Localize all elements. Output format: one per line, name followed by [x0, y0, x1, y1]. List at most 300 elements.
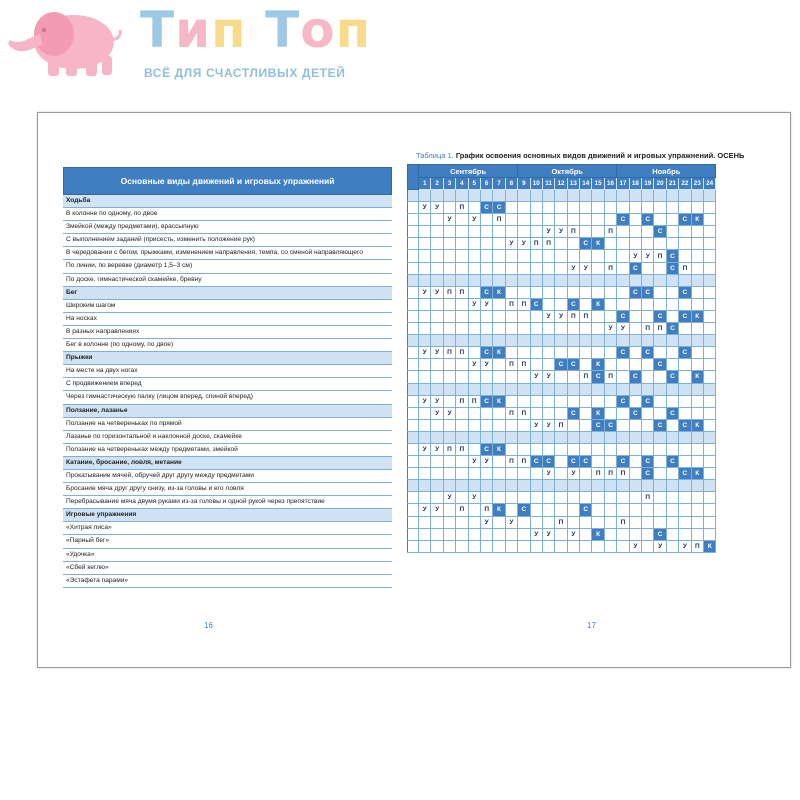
- schedule-cell: У: [555, 310, 567, 322]
- schedule-cell: [555, 202, 567, 214]
- schedule-cell: [703, 347, 715, 359]
- page-number-right: 17: [587, 621, 596, 630]
- schedule-cell: [567, 395, 579, 407]
- schedule-cell: [518, 492, 530, 504]
- category-grid-row: [408, 480, 716, 492]
- schedule-cell: [580, 214, 592, 226]
- schedule-cell: [592, 492, 604, 504]
- schedule-cell: [580, 407, 592, 419]
- schedule-cell: [703, 419, 715, 431]
- row-marker-cell: [408, 383, 419, 395]
- schedule-cell: [555, 335, 567, 347]
- schedule-cell: [604, 214, 616, 226]
- schedule-cell: [691, 407, 703, 419]
- schedule-cell: [567, 274, 579, 286]
- schedule-cell: [419, 262, 431, 274]
- schedule-cell: [567, 431, 579, 443]
- row-marker-cell: [408, 359, 419, 371]
- schedule-cell: [419, 468, 431, 480]
- schedule-cell: С: [679, 310, 691, 322]
- schedule-cell: С: [530, 298, 542, 310]
- schedule-cell: [468, 504, 480, 516]
- schedule-cell: [468, 468, 480, 480]
- day-header: 18: [629, 178, 641, 190]
- schedule-cell: [530, 347, 542, 359]
- month-header: Октябрь: [518, 165, 617, 178]
- schedule-cell: [443, 190, 455, 202]
- schedule-cell: [691, 286, 703, 298]
- schedule-cell: С: [666, 250, 678, 262]
- schedule-cell: У: [642, 250, 654, 262]
- schedule-cell: У: [480, 298, 492, 310]
- schedule-cell: [592, 262, 604, 274]
- day-header: 7: [493, 178, 505, 190]
- schedule-cell: [542, 286, 554, 298]
- schedule-cell: [617, 262, 629, 274]
- schedule-cell: [592, 250, 604, 262]
- schedule-cell: [431, 540, 443, 552]
- schedule-cell: П: [567, 226, 579, 238]
- schedule-cell: [691, 528, 703, 540]
- schedule-cell: [419, 298, 431, 310]
- schedule-cell: П: [493, 214, 505, 226]
- schedule-cell: [654, 431, 666, 443]
- schedule-cell: У: [679, 540, 691, 552]
- schedule-cell: [580, 383, 592, 395]
- row-marker-cell: [408, 286, 419, 298]
- movement-row: «Удочка»: [63, 549, 392, 562]
- schedule-cell: [468, 323, 480, 335]
- schedule-cell: [431, 310, 443, 322]
- schedule-cell: [604, 540, 616, 552]
- schedule-cell: [493, 298, 505, 310]
- schedule-cell: [493, 492, 505, 504]
- schedule-cell: [604, 443, 616, 455]
- schedule-cell: [604, 274, 616, 286]
- schedule-cell: [679, 443, 691, 455]
- store-name: [140, 0, 371, 60]
- schedule-cell: [518, 528, 530, 540]
- schedule-cell: [493, 540, 505, 552]
- schedule-cell: [629, 516, 641, 528]
- schedule-cell: [431, 431, 443, 443]
- schedule-cell: [493, 238, 505, 250]
- schedule-cell: П: [604, 371, 616, 383]
- schedule-cell: У: [542, 226, 554, 238]
- schedule-cell: [604, 190, 616, 202]
- schedule-row: [408, 468, 716, 480]
- schedule-cell: У: [629, 250, 641, 262]
- schedule-cell: У: [480, 359, 492, 371]
- schedule-cell: [530, 202, 542, 214]
- schedule-cell: [604, 492, 616, 504]
- row-marker-cell: [408, 226, 419, 238]
- schedule-cell: [505, 419, 517, 431]
- schedule-cell: [443, 431, 455, 443]
- table-caption: [407, 150, 744, 164]
- day-header: 16: [604, 178, 616, 190]
- schedule-cell: [468, 274, 480, 286]
- day-header: 8: [505, 178, 517, 190]
- schedule-cell: [592, 214, 604, 226]
- schedule-cell: [642, 407, 654, 419]
- schedule-cell: К: [493, 504, 505, 516]
- row-marker-cell: [408, 456, 419, 468]
- brand-letter: Т: [140, 1, 176, 59]
- schedule-cell: [493, 516, 505, 528]
- schedule-cell: [691, 395, 703, 407]
- schedule-cell: [679, 226, 691, 238]
- schedule-cell: [629, 468, 641, 480]
- schedule-cell: [480, 335, 492, 347]
- schedule-cell: [629, 528, 641, 540]
- movement-row: «Парный бег»: [63, 535, 392, 548]
- schedule-cell: [456, 226, 468, 238]
- schedule-cell: [691, 250, 703, 262]
- schedule-cell: [468, 310, 480, 322]
- day-header: 21: [666, 178, 678, 190]
- schedule-cell: [530, 359, 542, 371]
- schedule-cell: [480, 383, 492, 395]
- schedule-cell: У: [542, 528, 554, 540]
- schedule-cell: [604, 335, 616, 347]
- schedule-cell: У: [567, 468, 579, 480]
- schedule-cell: П: [580, 371, 592, 383]
- schedule-cell: [592, 226, 604, 238]
- schedule-cell: [580, 468, 592, 480]
- schedule-cell: У: [530, 419, 542, 431]
- schedule-cell: [654, 516, 666, 528]
- schedule-cell: [617, 286, 629, 298]
- store-tagline: ВСЁ ДЛЯ СЧАСТЛИВЫХ ДЕТЕЙ: [144, 66, 346, 80]
- schedule-cell: [691, 347, 703, 359]
- schedule-cell: [505, 443, 517, 455]
- schedule-cell: [443, 202, 455, 214]
- schedule-cell: [555, 238, 567, 250]
- schedule-cell: У: [419, 395, 431, 407]
- schedule-cell: [703, 371, 715, 383]
- schedule-cell: [629, 335, 641, 347]
- schedule-cell: [679, 528, 691, 540]
- schedule-cell: [666, 504, 678, 516]
- schedule-cell: [493, 226, 505, 238]
- schedule-cell: К: [691, 468, 703, 480]
- schedule-cell: [431, 528, 443, 540]
- schedule-cell: С: [518, 504, 530, 516]
- schedule-cell: У: [443, 407, 455, 419]
- schedule-cell: [604, 480, 616, 492]
- row-marker-cell: [408, 202, 419, 214]
- schedule-cell: [480, 528, 492, 540]
- schedule-cell: [443, 540, 455, 552]
- schedule-cell: [617, 528, 629, 540]
- schedule-row: [408, 359, 716, 371]
- schedule-cell: [592, 202, 604, 214]
- schedule-cell: [654, 298, 666, 310]
- schedule-cell: [555, 214, 567, 226]
- schedule-cell: [443, 395, 455, 407]
- schedule-cell: [431, 371, 443, 383]
- schedule-cell: [518, 286, 530, 298]
- schedule-cell: [642, 226, 654, 238]
- schedule-cell: С: [617, 214, 629, 226]
- schedule-cell: [542, 347, 554, 359]
- schedule-cell: К: [691, 371, 703, 383]
- schedule-cell: [555, 323, 567, 335]
- schedule-cell: [505, 335, 517, 347]
- schedule-cell: К: [592, 359, 604, 371]
- schedule-cell: [443, 298, 455, 310]
- schedule-cell: [456, 371, 468, 383]
- schedule-cell: [530, 323, 542, 335]
- schedule-cell: [592, 395, 604, 407]
- schedule-cell: [518, 540, 530, 552]
- schedule-cell: [567, 190, 579, 202]
- schedule-cell: [443, 359, 455, 371]
- schedule-cell: К: [703, 540, 715, 552]
- schedule-cell: [604, 516, 616, 528]
- row-marker-cell: [408, 480, 419, 492]
- schedule-cell: [679, 480, 691, 492]
- schedule-cell: [617, 359, 629, 371]
- schedule-cell: [542, 262, 554, 274]
- schedule-cell: [617, 492, 629, 504]
- schedule-cell: [629, 310, 641, 322]
- schedule-cell: [642, 383, 654, 395]
- schedule-row: [408, 298, 716, 310]
- schedule-cell: [456, 298, 468, 310]
- schedule-cell: У: [468, 359, 480, 371]
- schedule-cell: [555, 250, 567, 262]
- schedule-cell: [617, 298, 629, 310]
- schedule-cell: [629, 347, 641, 359]
- schedule-cell: [468, 383, 480, 395]
- movement-row: Ползание на четвереньках между предметами, змейкой: [63, 444, 392, 457]
- schedule-cell: [555, 456, 567, 468]
- schedule-cell: [505, 504, 517, 516]
- schedule-cell: [666, 347, 678, 359]
- schedule-cell: [592, 383, 604, 395]
- schedule-cell: У: [567, 262, 579, 274]
- movement-row: По доске, гимнастической скамейке, бревну: [63, 274, 392, 287]
- category-grid-row: [408, 431, 716, 443]
- schedule-cell: [530, 286, 542, 298]
- schedule-cell: [580, 528, 592, 540]
- schedule-cell: С: [480, 347, 492, 359]
- schedule-cell: [567, 250, 579, 262]
- schedule-cell: [419, 492, 431, 504]
- schedule-cell: [666, 274, 678, 286]
- schedule-cell: [505, 395, 517, 407]
- schedule-cell: [691, 202, 703, 214]
- schedule-cell: П: [443, 347, 455, 359]
- schedule-cell: [419, 310, 431, 322]
- schedule-cell: [629, 395, 641, 407]
- schedule-cell: [518, 335, 530, 347]
- schedule-cell: П: [518, 298, 530, 310]
- schedule-cell: У: [468, 214, 480, 226]
- movement-row: В разных направлениях: [63, 326, 392, 339]
- schedule-cell: [493, 274, 505, 286]
- schedule-cell: С: [679, 214, 691, 226]
- schedule-cell: [580, 359, 592, 371]
- schedule-cell: П: [456, 395, 468, 407]
- schedule-cell: [567, 335, 579, 347]
- schedule-cell: [691, 456, 703, 468]
- schedule-cell: [530, 443, 542, 455]
- schedule-cell: [567, 492, 579, 504]
- schedule-cell: [555, 262, 567, 274]
- schedule-cell: [555, 383, 567, 395]
- month-header: Ноябрь: [617, 165, 716, 178]
- schedule-cell: [629, 383, 641, 395]
- schedule-cell: [530, 407, 542, 419]
- schedule-cell: У: [468, 492, 480, 504]
- schedule-cell: [542, 443, 554, 455]
- day-header: 2: [431, 178, 443, 190]
- schedule-cell: П: [617, 516, 629, 528]
- schedule-cell: [419, 383, 431, 395]
- schedule-cell: [679, 298, 691, 310]
- schedule-cell: [542, 407, 554, 419]
- schedule-cell: У: [542, 419, 554, 431]
- schedule-cell: [592, 190, 604, 202]
- schedule-cell: [530, 480, 542, 492]
- schedule-cell: [468, 443, 480, 455]
- schedule-cell: П: [505, 456, 517, 468]
- schedule-cell: [679, 516, 691, 528]
- schedule-cell: [666, 395, 678, 407]
- movement-row: Змейкой (между предметами), врассыпную: [63, 221, 392, 234]
- schedule-cell: С: [480, 202, 492, 214]
- schedule-cell: [530, 431, 542, 443]
- schedule-cell: [555, 528, 567, 540]
- movement-row: «Хитрая лиса»: [63, 522, 392, 535]
- schedule-cell: [604, 456, 616, 468]
- schedule-cell: [456, 431, 468, 443]
- schedule-cell: [419, 214, 431, 226]
- schedule-cell: [419, 226, 431, 238]
- schedule-cell: [629, 226, 641, 238]
- schedule-cell: [431, 323, 443, 335]
- schedule-cell: [654, 190, 666, 202]
- schedule-cell: [629, 492, 641, 504]
- row-marker-cell: [408, 274, 419, 286]
- schedule-cell: [542, 359, 554, 371]
- schedule-cell: С: [480, 286, 492, 298]
- schedule-cell: [617, 226, 629, 238]
- schedule-cell: [456, 528, 468, 540]
- schedule-cell: [480, 250, 492, 262]
- schedule-cell: [629, 238, 641, 250]
- schedule-cell: [493, 359, 505, 371]
- schedule-cell: С: [642, 347, 654, 359]
- movement-row: В колонне по одному, по двое: [63, 208, 392, 221]
- schedule-cell: [592, 540, 604, 552]
- schedule-cell: [431, 480, 443, 492]
- schedule-cell: У: [419, 347, 431, 359]
- schedule-cell: [679, 202, 691, 214]
- schedule-cell: [629, 443, 641, 455]
- movement-row: Бег в колонне (по одному, по двое): [63, 339, 392, 352]
- schedule-cell: [431, 274, 443, 286]
- movement-row: С продвижением вперед: [63, 378, 392, 391]
- elephant-icon: [2, 4, 127, 82]
- schedule-cell: [703, 335, 715, 347]
- schedule-cell: [419, 431, 431, 443]
- schedule-cell: [505, 540, 517, 552]
- schedule-cell: С: [629, 407, 641, 419]
- schedule-cell: [419, 419, 431, 431]
- schedule-cell: [493, 250, 505, 262]
- schedule-cell: [530, 516, 542, 528]
- brand-letter: и: [175, 1, 212, 59]
- schedule-cell: С: [592, 419, 604, 431]
- schedule-cell: [468, 250, 480, 262]
- schedule-cell: [505, 383, 517, 395]
- schedule-cell: [542, 274, 554, 286]
- schedule-cell: [542, 431, 554, 443]
- schedule-cell: [580, 274, 592, 286]
- schedule-cell: [480, 480, 492, 492]
- schedule-cell: У: [431, 504, 443, 516]
- brand-letter: п: [211, 1, 247, 59]
- schedule-row: [408, 395, 716, 407]
- schedule-cell: [666, 190, 678, 202]
- schedule-cell: [691, 190, 703, 202]
- schedule-cell: [592, 443, 604, 455]
- schedule-cell: [642, 359, 654, 371]
- schedule-cell: П: [456, 504, 468, 516]
- schedule-cell: [555, 492, 567, 504]
- schedule-cell: [580, 190, 592, 202]
- schedule-cell: [456, 480, 468, 492]
- schedule-cell: С: [617, 310, 629, 322]
- schedule-cell: [654, 347, 666, 359]
- schedule-cell: [691, 335, 703, 347]
- schedule-cell: [642, 310, 654, 322]
- corner-cell: [408, 165, 419, 190]
- schedule-cell: [617, 407, 629, 419]
- category-row: Бег: [63, 287, 392, 300]
- schedule-cell: П: [617, 468, 629, 480]
- schedule-cell: П: [518, 359, 530, 371]
- schedule-row: [408, 504, 716, 516]
- row-marker-cell: [408, 310, 419, 322]
- schedule-cell: П: [555, 516, 567, 528]
- schedule-cell: [542, 298, 554, 310]
- schedule-cell: С: [567, 359, 579, 371]
- schedule-cell: [530, 335, 542, 347]
- schedule-table: [407, 150, 744, 553]
- schedule-cell: У: [505, 516, 517, 528]
- schedule-row: [408, 347, 716, 359]
- schedule-cell: У: [431, 407, 443, 419]
- schedule-cell: С: [654, 226, 666, 238]
- schedule-cell: [604, 528, 616, 540]
- schedule-cell: [666, 383, 678, 395]
- category-grid-row: [408, 383, 716, 395]
- schedule-cell: П: [604, 468, 616, 480]
- schedule-cell: [666, 310, 678, 322]
- schedule-cell: [456, 214, 468, 226]
- day-header: 13: [567, 178, 579, 190]
- schedule-cell: [567, 214, 579, 226]
- schedule-cell: С: [666, 323, 678, 335]
- schedule-cell: [703, 516, 715, 528]
- schedule-row: [408, 323, 716, 335]
- schedule-cell: [542, 335, 554, 347]
